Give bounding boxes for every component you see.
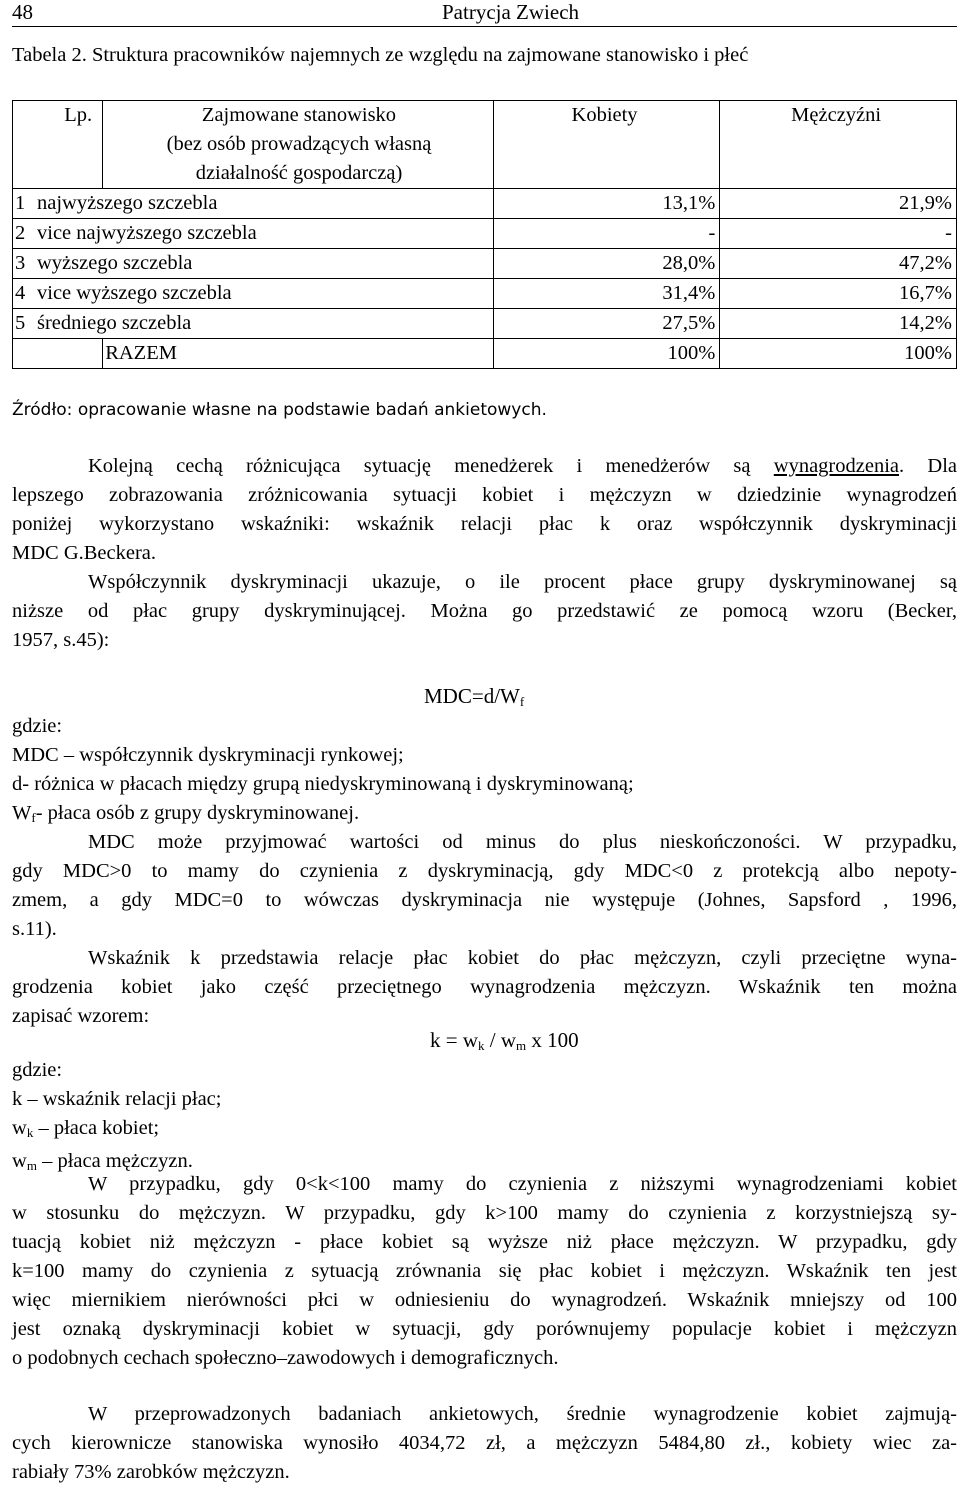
- total-men: 100%: [720, 339, 957, 369]
- cell-women: 13,1%: [493, 189, 719, 219]
- table-caption: Tabela 2. Struktura pracowników najemnych ze względu na zajmowane stanowisko i płeć: [12, 44, 749, 66]
- para5-line7: o podobnych cechach społeczno–zawodowych i demograficznych.: [12, 1347, 559, 1369]
- para1-line3: poniżej wykorzystano wskaźniki: wskaźnik relacji płac k oraz współczynnik dyskryminacji: [12, 513, 957, 535]
- row-label: 5 średniego szczebla: [13, 309, 494, 339]
- para6-line3: rabiały 73% zarobków mężczyzn.: [12, 1461, 290, 1483]
- para2-line1: Współczynnik dyskryminacji ukazuje, o ile procent płace grupy dyskryminowanej są: [88, 571, 957, 593]
- cell-men: 16,7%: [720, 279, 957, 309]
- cell-men: -: [720, 219, 957, 249]
- defs1-line3: $W_f-$ płaca osób z grupy dyskryminowanej.: [12, 802, 360, 825]
- para4-line3: zapisać wzorem:: [12, 1005, 150, 1027]
- page-number: 48: [12, 0, 33, 24]
- para4-line2: grodzenia kobiet jako część przeciętnego wynagrodzenia mężczyzn. Wskaźnik ten można: [12, 976, 957, 998]
- header-position: Zajmowane stanowisko (bez osób prowadzących własną działalność gospodarczą): [103, 101, 494, 189]
- table-source: Źródło: opracowanie własne na podstawie badań ankietowych.: [12, 400, 547, 420]
- defs2-line3: $w_m$ – płaca mężczyzn.: [12, 1150, 193, 1173]
- header-women: Kobiety: [493, 101, 719, 189]
- header-lp: Lp.: [13, 101, 103, 189]
- paragraph-3: [12, 828, 957, 944]
- cell-men: 47,2%: [720, 249, 957, 279]
- defs1-line1: MDC – współczynnik dyskryminacji rynkowej;: [12, 744, 404, 766]
- definitions-k: [12, 1056, 957, 1180]
- table-row: [13, 309, 957, 339]
- para6-line2: cych kierownicze stanowiska wynosiło 4034,72 zł, a mężczyzn 5484,80 zł., kobiety wiec za-: [12, 1432, 957, 1454]
- para2-line3: 1957, s.45):: [12, 629, 110, 651]
- cell-men: 14,2%: [720, 309, 957, 339]
- total-label: RAZEM: [103, 339, 494, 369]
- paragraph-2: [12, 568, 957, 655]
- total-women: 100%: [493, 339, 719, 369]
- row-label: 4 vice wyższego szczebla: [13, 279, 494, 309]
- para3-line2: gdy MDC>0 to mamy do czynienia z dyskryminacją, gdy MDC<0 z protekcją albo nepoty-: [12, 860, 957, 882]
- defs2-line2: $w_k$ – płaca kobiet;: [12, 1117, 160, 1140]
- para2-line2: niższe od płac grupy dyskryminującej. Można go przedstawić ze pomocą wzoru (Becker,: [12, 600, 957, 622]
- table-row: [13, 249, 957, 279]
- para5-line4: k=100 mamy do czynienia z sytuacją zrównania się płac kobiet i mężczyzn. Wskaźnik ten jest: [12, 1260, 957, 1282]
- row-label: 3 wyższego szczebla: [13, 249, 494, 279]
- formula-k: $k = w_k / w_m$ x 100: [430, 1028, 579, 1053]
- para3-line1: MDC może przyjmować wartości od minus do plus nieskończoności. W przypadku,: [88, 831, 957, 853]
- table-total-row: [13, 339, 957, 369]
- cell-men: 21,9%: [720, 189, 957, 219]
- table-row: [13, 219, 957, 249]
- total-lp-empty: [13, 339, 103, 369]
- table-header-row: [13, 101, 957, 189]
- header-men: Mężczyźni: [720, 101, 957, 189]
- para3-line4: s.11).: [12, 918, 57, 940]
- formula-mdc: $MDC=d/W_f$: [424, 684, 525, 709]
- table-row: [13, 279, 957, 309]
- para1-line1: Kolejną cechą różnicująca sytuację menedżerek i menedżerów są wynagrodzenia. Dla: [88, 455, 957, 477]
- paragraph-1: [12, 452, 957, 568]
- cell-women: 27,5%: [493, 309, 719, 339]
- para5-line2: w stosunku do mężczyzn. W przypadku, gdy k>100 mamy do czynienia z korzystniejszą sy-: [12, 1202, 957, 1224]
- paragraph-5: [12, 1170, 957, 1373]
- para1-line4: MDC G.Beckera.: [12, 542, 157, 564]
- para5-line6: jest oznaką dyskryminacji kobiet w sytuacji, gdy porównujemy populacje kobiet i mężczyzn: [12, 1318, 957, 1340]
- defs1-gdzie: gdzie:: [12, 715, 63, 737]
- page-header: [12, 0, 957, 27]
- para5-line5: więc miernikiem nierówności płci w odniesieniu do wynagrodzeń. Wskaźnik mniejszy od 100: [12, 1289, 957, 1311]
- defs1-line2: d- różnica w płacach między grupą niedyskryminowaną i dyskryminowaną;: [12, 773, 634, 795]
- running-head-author: Patrycja Zwiech: [442, 0, 580, 24]
- data-table: [12, 100, 957, 369]
- para6-line1: W przeprowadzonych badaniach ankietowych, średnie wynagrodzenie kobiet zajmują-: [88, 1403, 957, 1425]
- defs2-line1: k – wskaźnik relacji płac;: [12, 1088, 222, 1110]
- para5-line3: tuacją kobiet niż mężczyzn - płace kobiet są wyższe niż płace mężczyzn. W przypadku, gdy: [12, 1231, 957, 1253]
- defs2-gdzie: gdzie:: [12, 1059, 63, 1081]
- cell-women: -: [493, 219, 719, 249]
- cell-women: 31,4%: [493, 279, 719, 309]
- para1-line2: lepszego zobrazowania zróżnicowania sytuacji kobiet i mężczyzn w dziedzinie wynagrodzeń: [12, 484, 957, 506]
- para3-line3: zmem, a gdy MDC=0 to wówczas dyskryminacja nie występuje (Johnes, Sapsford , 1996,: [12, 889, 957, 911]
- row-label: 2 vice najwyższego szczebla: [13, 219, 494, 249]
- para4-line1: Wskaźnik k przedstawia relacje płac kobiet do płac mężczyzn, czyli przeciętne wyna-: [88, 947, 957, 969]
- cell-women: 28,0%: [493, 249, 719, 279]
- para5-line1: W przypadku, gdy 0<k<100 mamy do czynienia z niższymi wynagrodzeniami kobiet: [88, 1173, 957, 1195]
- row-label: 1 najwyższego szczebla: [13, 189, 494, 219]
- paragraph-4: [12, 944, 957, 1031]
- paragraph-6: [12, 1400, 957, 1487]
- table-row: [13, 189, 957, 219]
- definitions-mdc: [12, 712, 957, 832]
